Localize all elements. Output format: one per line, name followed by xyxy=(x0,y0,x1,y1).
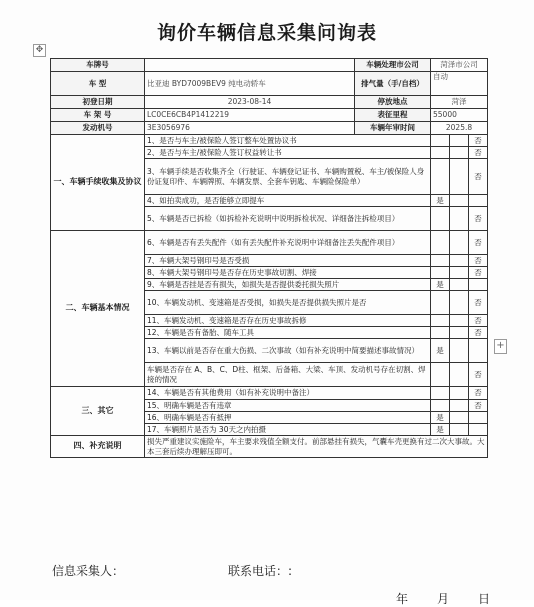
answer-no-cell[interactable]: 否 xyxy=(469,231,488,255)
question-text: 13、车辆以前是否存在重大伤损、二次事故（如有补充说明中简要描述事故情况） xyxy=(145,339,431,363)
question-text: 11、车辆发动机、变速箱是否存在历史事故拆修 xyxy=(145,315,431,327)
mileage-label: 表征里程 xyxy=(355,109,431,122)
question-row xyxy=(51,387,488,400)
answer-yes-cell[interactable] xyxy=(431,231,450,255)
answer-yes-cell[interactable] xyxy=(431,291,450,315)
first-reg-label: 初登日期 xyxy=(51,96,145,109)
displacement-value[interactable]: 自动 xyxy=(431,72,488,96)
row-model xyxy=(51,72,488,96)
mileage-value[interactable]: 55000 xyxy=(431,109,488,122)
question-row xyxy=(51,135,488,147)
section-4-label: 四、补充说明 xyxy=(51,436,145,458)
answer-yes-cell[interactable] xyxy=(431,135,450,147)
question-text: 4、如拍卖成功，是否能够立即提车 xyxy=(145,195,431,207)
answer-no-cell[interactable]: 否 xyxy=(469,291,488,315)
answer-no-cell[interactable]: 否 xyxy=(469,387,488,400)
question-text: 16、明确车辆是否有抵押 xyxy=(145,412,431,424)
location-label: 停放地点 xyxy=(355,96,431,109)
supplement-text[interactable]: 损失严重建议实施险车，车主要求残值全额支付。前部悬挂有损失，气囊车壳更换有过二次大事故。大本三套后续办理解压即可。 xyxy=(145,436,488,458)
date-month-label: 月 xyxy=(437,592,450,606)
row-engine xyxy=(51,122,488,135)
answer-yes-cell[interactable] xyxy=(431,255,450,267)
question-text: 8、车辆大架号钢印号是否存在历史事故切割、焊接 xyxy=(145,267,431,279)
answer-yes-cell[interactable] xyxy=(431,400,450,412)
answer-no-cell[interactable]: 否 xyxy=(469,207,488,231)
answer-no-cell[interactable] xyxy=(469,279,488,291)
question-row xyxy=(51,231,488,255)
vin-label: 车 架 号 xyxy=(51,109,145,122)
answer-no-cell[interactable]: 否 xyxy=(469,363,488,387)
question-text: 15、明确车辆是否有违章 xyxy=(145,400,431,412)
disposal-company-label: 车辆处理市公司 xyxy=(355,59,431,72)
row-plate xyxy=(51,59,488,72)
answer-no-cell[interactable]: 否 xyxy=(469,267,488,279)
date-year-label: 年 xyxy=(396,592,409,606)
inspection-label: 车辆年审时间 xyxy=(355,122,431,135)
question-text: 14、车辆是否有其他费用（如有补充说明中备注） xyxy=(145,387,431,400)
answer-yes-cell[interactable] xyxy=(431,315,450,327)
disposal-company-value[interactable]: 菏泽市公司 xyxy=(431,59,488,72)
answer-no-cell[interactable] xyxy=(469,195,488,207)
form-title: 询价车辆信息采集问询表 xyxy=(156,22,377,44)
model-value[interactable]: 比亚迪 BYD7009BEV9 纯电动轿车 xyxy=(145,72,355,96)
answer-yes-cell[interactable]: 是 xyxy=(431,195,450,207)
answer-no-cell[interactable] xyxy=(469,424,488,436)
answer-yes-cell[interactable] xyxy=(431,267,450,279)
engine-label: 发动机号 xyxy=(51,122,145,135)
section-3-label: 三、其它 xyxy=(51,387,145,436)
question-text: 3、车辆手续是否收集齐全（行驶证、车辆登记证书、车辆购置税、车主/被保险人身份证复印件、车辆牌照、车辆发票、全套车钥匙、车辆险保险单） xyxy=(145,159,431,195)
plate-value[interactable] xyxy=(145,59,355,72)
answer-no-cell[interactable]: 否 xyxy=(469,135,488,147)
answer-no-cell[interactable]: 否 xyxy=(469,400,488,412)
inquiry-form-table xyxy=(50,58,488,458)
section-2-label: 二、车辆基本情况 xyxy=(51,231,145,387)
answer-yes-cell[interactable] xyxy=(431,207,450,231)
question-text: 10、车辆发动机、变速箱是否受损，如损失是否提供损失照片是否 xyxy=(145,291,431,315)
answer-no-cell[interactable] xyxy=(469,339,488,363)
question-text: 12、车辆是否有备胎、随车工具 xyxy=(145,327,431,339)
answer-yes-cell[interactable] xyxy=(431,159,450,195)
supplement-row xyxy=(51,436,488,458)
answer-no-cell[interactable]: 否 xyxy=(469,159,488,195)
answer-yes-cell[interactable] xyxy=(431,363,450,387)
answer-yes-cell[interactable]: 是 xyxy=(431,339,450,363)
answer-yes-cell[interactable] xyxy=(431,387,450,400)
question-text: 5、车辆是否已拆检（如拆检补充说明中说明拆检状况、详细备注拆检项目） xyxy=(145,207,431,231)
question-text: 1、是否与车主/被保险人签订整车处置协议书 xyxy=(145,135,431,147)
answer-yes-cell[interactable]: 是 xyxy=(431,412,450,424)
location-value[interactable]: 菏泽 xyxy=(431,96,488,109)
first-reg-value[interactable]: 2023-08-14 xyxy=(145,96,355,109)
answer-yes-cell[interactable] xyxy=(431,147,450,159)
collector-label: 信息采集人： xyxy=(52,564,125,578)
model-label: 车 型 xyxy=(51,72,145,96)
question-text: 6、车辆是否有丢失配件（如有丢失配件补充说明中详细备注丢失配件项目） xyxy=(145,231,431,255)
answer-no-cell[interactable]: 否 xyxy=(469,255,488,267)
vin-value[interactable]: LC0CE6CB4P1412219 xyxy=(145,109,355,122)
displacement-label: 排气量（手/自档） xyxy=(355,72,431,96)
add-column-handle-icon[interactable]: + xyxy=(494,339,507,354)
row-first-reg xyxy=(51,96,488,109)
answer-yes-cell[interactable] xyxy=(431,327,450,339)
question-text: 7、车辆大架号钢印号是否受损 xyxy=(145,255,431,267)
phone-label: 联系电话：: xyxy=(228,564,293,578)
question-text: 17、车辆照片是否为 30天之内拍摄 xyxy=(145,424,431,436)
engine-value[interactable]: 3E3056976 xyxy=(145,122,355,135)
answer-yes-cell[interactable]: 是 xyxy=(431,279,450,291)
date-day-label: 日 xyxy=(478,592,491,606)
question-text: 9、车辆是否挂是否有损失，如损失是否提供委托损失照片 xyxy=(145,279,431,291)
question-text: 2、是否与车主/被保险人签订权益转让书 xyxy=(145,147,431,159)
plate-label: 车牌号 xyxy=(51,59,145,72)
answer-no-cell[interactable]: 否 xyxy=(469,327,488,339)
answer-no-cell[interactable]: 否 xyxy=(469,315,488,327)
inspection-value[interactable]: 2025.8 xyxy=(431,122,488,135)
answer-no-cell[interactable]: 否 xyxy=(469,147,488,159)
question-text: 车辆是否存在 A、B、C、D柱、框架、后备箱、大梁、车顶、发动机号存在切割、焊接的情况 xyxy=(145,363,431,387)
answer-yes-cell[interactable]: 是 xyxy=(431,424,450,436)
table-move-handle-icon[interactable]: ✥ xyxy=(33,44,46,57)
section-1-label: 一、车辆手续收集及协议 xyxy=(51,135,145,231)
row-vin xyxy=(51,109,488,122)
answer-no-cell[interactable] xyxy=(469,412,488,424)
